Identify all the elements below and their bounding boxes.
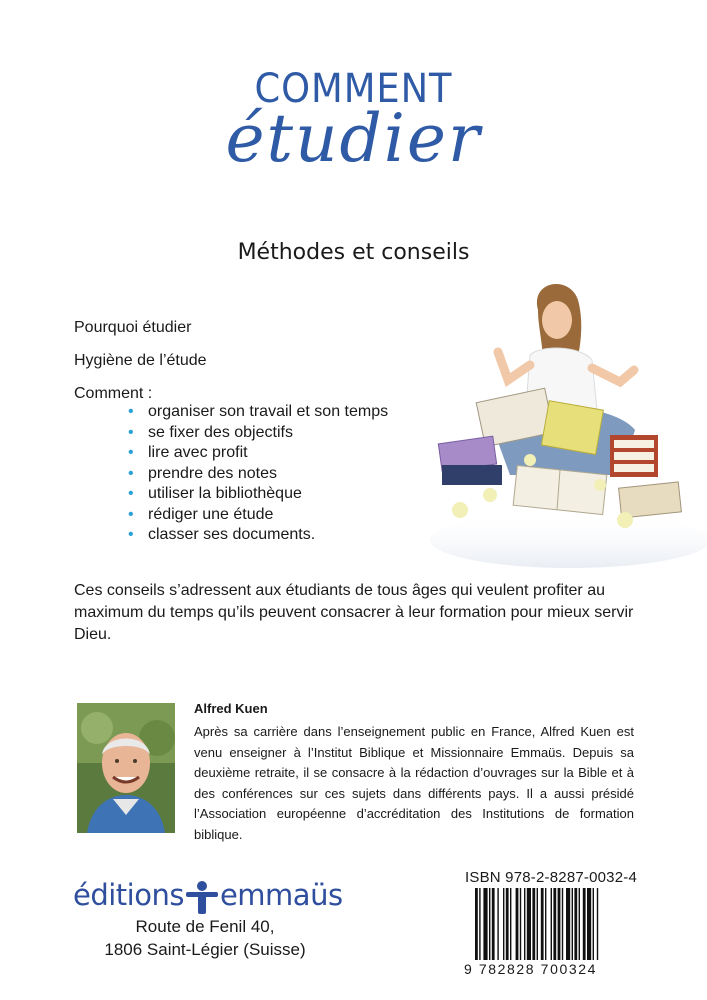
bullet-icon: • [128,444,134,461]
barcode-bar [566,888,570,960]
barcode-bar [475,888,478,960]
barcode [475,888,657,960]
publisher-logo [73,878,343,914]
barcode-bar [541,888,544,960]
barcode-bar [551,888,552,960]
student-with-books-illustration [420,270,707,570]
topic-how: Comment : [74,385,153,402]
bullet-icon: • [128,526,134,543]
topic-hygiene: Hygiène de l’étude [74,352,207,369]
barcode-bar [562,888,563,960]
list-item: • classer ses documents. [126,525,388,546]
bullet-icon: • [128,505,134,523]
barcode-bar [492,888,495,960]
barcode-bar [516,888,519,960]
barcode-bar [545,888,546,960]
barcode-bar [558,888,561,960]
barcode-bar [489,888,490,960]
barcode-bar [520,888,521,960]
publisher-address [96,915,314,961]
list-item: • utiliser la bibliothèque [126,484,388,505]
publisher-name-part1: éditions [73,878,184,912]
bullet-icon: • [128,464,134,482]
barcode-bar [503,888,504,960]
barcode-bar [597,888,598,960]
address-line-1: Route de Fenil 40, [135,917,275,936]
barcode-bar [479,888,480,960]
barcode-bar [572,888,573,960]
barcode-bar [583,888,586,960]
barcode-bar [497,888,498,960]
title-etudier: étudier [225,100,482,177]
list-item: • lire avec profit [126,443,388,464]
barcode-bar [506,888,509,960]
list-item: • se fixer des objectifs [126,423,388,444]
barcode-bar [483,888,487,960]
bullet-icon: • [128,403,134,420]
barcode-bar [532,888,535,960]
methods-list [126,402,388,546]
barcode-bar [527,888,531,960]
barcode-bar [510,888,511,960]
subtitle: Méthodes et conseils [237,240,470,265]
address-line-2: 1806 Saint-Légier (Suisse) [104,940,306,959]
bullet-icon: • [128,485,134,502]
list-item: • prendre des notes [126,464,388,485]
barcode-bar [593,888,594,960]
list-item: • organiser son travail et son temps [126,402,388,423]
author-name: Alfred Kuen [194,701,268,716]
author-photo [77,703,175,833]
author-bio: Après sa carrière dans l’enseignement public en France, Alfred Kuen est venu enseigner à l’Institut Biblique et Missionnaire Emmaüs. Depuis sa deuxième retraite, il se consacre à la rédaction d’ouvrages sur la Bible et à des conférences sur ces sujets dans différents pays. Il a aussi présidé l’Association européenne d’accréditation des Institutions de formation biblique. [194,724,634,842]
cross-figure-icon [184,880,220,914]
barcode-bar [524,888,525,960]
bullet-icon: • [128,423,134,441]
barcode-bar [537,888,538,960]
publisher-name-part2: emmaüs [219,878,343,912]
barcode-bar [553,888,556,960]
title-comment: COMMENT [254,66,453,112]
isbn-label: ISBN 978-2-8287-0032-4 [465,869,638,886]
barcode-bar [579,888,580,960]
barcode-digits: 9 782828 700324 [464,961,597,977]
barcode-bar [574,888,577,960]
description-paragraph: Ces conseils s’adressent aux étudiants de tous âges qui veulent profiter au maximum du temps qu’ils peuvent consacrer à leur formation pour mieux servir Dieu. [74,582,634,643]
topic-why-study: Pourquoi étudier [74,319,192,336]
list-item: • rédiger une étude [126,505,388,526]
barcode-bar [587,888,591,960]
